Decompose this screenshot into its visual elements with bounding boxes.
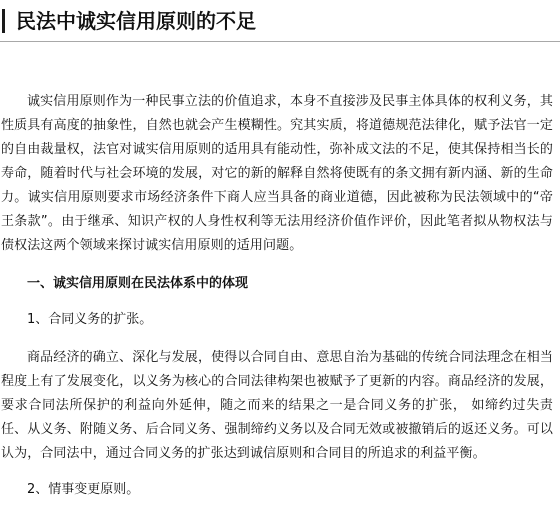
title-marker-bar: [2, 9, 5, 33]
subsection-paragraph-1: 商品经济的确立、深化与发展，使得以合同自由、意思自治为基础的传统合同法理念在相当程度上有了发展变化，以义务为核心的合同法律构架也被赋予了更新的内容。商品经济的发展，要求合同法所保护的利益向外延伸，随之而来的结果之一是合同义务的扩张， 如缔约过失责任、从义务、附随义务、后合同义务、强制缔约义务以及合同无效或被撤销后的返还义务。可以认为，合同法中，通过合同义务的扩张达到诚信原则和合同目的所追求的利益平衡。: [1, 350, 553, 461]
article-body: [0, 90, 553, 502]
subsection-title-1: 1、合同义务的扩张。: [27, 312, 153, 327]
article-title-bar: [0, 0, 560, 42]
intro-paragraph: 诚实信用原则作为一种民事立法的价值追求，本身不直接涉及民事主体具体的权利义务，其性质具有高度的抽象性，自然也就会产生模糊性。究其实质，将道德规范法律化，赋予法官一定的自由裁量权，法官对诚实信用原则的适用具有能动性，弥补成文法的不足，使其保持相当长的寿命，随着时代与社会环境的发展，对它的新的解释自然将使既有的条文拥有新内涵、新的生命力。诚实信用原则要求市场经济条件下商人应当具备的商业道德，因此被称为民法领域中的“帝王条款”。由于继承、知识产权的人身性权利等无法用经济价值作评价，因此笔者拟从物权法与债权法这两个领域来探讨诚实信用原则的适用问题。: [1, 94, 553, 253]
subsection-title-2: 2、情事变更原则。: [27, 482, 140, 497]
article-title: 民法中诚实信用原则的不足: [16, 9, 256, 33]
section-heading: 一、诚实信用原则在民法体系中的体现: [27, 276, 249, 291]
title-divider: [0, 41, 560, 42]
